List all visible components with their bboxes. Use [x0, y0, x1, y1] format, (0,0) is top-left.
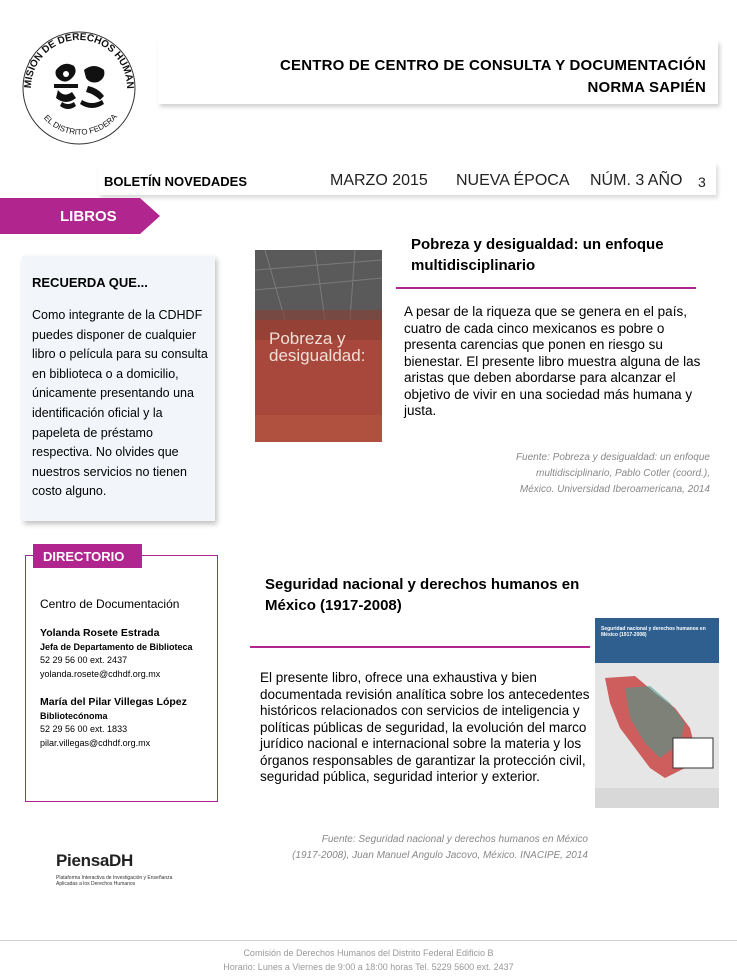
directorio-label: DIRECTORIO — [43, 549, 125, 564]
directorio-contact — [40, 627, 215, 681]
bulletin-number: NÚM. 3 AÑO — [590, 172, 683, 189]
source-line: Fuente: Seguridad nacional y derechos humanos en México — [321, 834, 588, 845]
bulletin-year-number: 3 — [698, 174, 706, 190]
contact-role: Jefa de Departamento de Biblioteca — [40, 641, 193, 652]
header-title: CENTRO DE CENTRO DE CONSULTA Y DOCUMENTACIÓN — [279, 57, 706, 74]
bulletin-label: BOLETÍN NOVEDADES — [104, 174, 248, 189]
book-description: El presente libro, ofrece una exhaustiva y bien documentada revisión analítica sobre los antecedentes históricos relacionados con servicios de inteligencia y políticas públicas de seguridad, la evolución del marco jurídico nacional e internacional sobre la materia y los órganos responsables de garantizar la protección civil, seguridad pública, seguridad interior y exterior. — [260, 670, 590, 784]
book-cover-seguridad — [595, 618, 719, 808]
book-source — [470, 450, 710, 498]
svg-text:COMISIÓN DE DERECHOS HUMANOS: MISIÓN DE DERECHOS HUMAN — [22, 31, 136, 90]
directorio-intro: Centro de Documentación — [40, 597, 180, 611]
bulletin-bar — [98, 163, 716, 195]
contact-name: María del Pilar Villegas López — [40, 696, 187, 708]
cdhdf-logo — [14, 20, 144, 150]
divider — [396, 287, 696, 289]
source-line: multidisciplinario, Pablo Cotler (coord.), — [536, 468, 710, 479]
piensadh-subtitle: Plataforma Interactiva de Investigación y Enseñanza Aplicadas a los Derechos Humanos — [56, 875, 173, 887]
bulletin-month: MARZO 2015 — [330, 172, 428, 189]
book-source — [255, 832, 588, 864]
book-title: Seguridad nacional y derechos humanos en México (1917-2008) — [265, 576, 580, 614]
source-line: (1917-2008), Juan Manuel Angulo Jacovo, México. INACIPE, 2014 — [292, 850, 588, 861]
libros-label: LIBROS — [60, 208, 117, 225]
directorio-tab — [33, 544, 142, 568]
source-line: México. Universidad Iberoamericana, 2014 — [519, 484, 710, 495]
book-cover-pobreza — [255, 250, 382, 442]
book-description: A pesar de la riqueza que se genera en el país, cuatro de cada cinco mexicanos es pobre o presenta carencias que ponen en riesgo su bienestar. El presente libro muestra alguna de las aristas que deben abordarse para alcanzar el objetivo de vivir en una sociedad más humana y justa. — [404, 304, 701, 418]
contact-email[interactable]: pilar.villegas@cdhdf.org.mx — [40, 737, 151, 748]
directorio-contact — [40, 696, 215, 750]
libros-section-banner — [0, 198, 160, 234]
book-title: Pobreza y desigualdad: un enfoque multidisciplinario — [411, 236, 664, 274]
contact-role: Bibliotecónoma — [40, 710, 108, 721]
contact-name: Yolanda Rosete Estrada — [40, 627, 160, 639]
piensadh-logo — [52, 845, 192, 895]
source-line: Fuente: Pobreza y desigualdad: un enfoque — [515, 452, 710, 463]
divider — [250, 646, 590, 648]
piensadh-name: PiensaDH — [56, 851, 133, 870]
header-subtitle: NORMA SAPIÉN — [587, 79, 706, 96]
footer-divider — [0, 940, 737, 941]
header-title-box — [158, 40, 718, 104]
svg-text:DEL DISTRITO FEDERAL: EL DISTRITO FEDERA — [42, 112, 119, 137]
recuerda-box — [22, 256, 215, 521]
contact-phone: 52 29 56 00 ext. 1833 — [40, 724, 128, 734]
bulletin-epoch: NUEVA ÉPOCA — [456, 172, 570, 189]
footer-address: Comisión de Derechos Humanos del Distrito Federal Edificio B — [243, 948, 494, 958]
recuerda-body: Como integrante de la CDHDF puedes disponer de cualquier libro o película para su consulta en biblioteca o a domicilio, únicamente presentando una identificación oficial y la papeleta de préstamo respectiva. No olvides que nuestros servicios no tienen costo alguno. — [32, 308, 208, 499]
contact-phone: 52 29 56 00 ext. 2437 — [40, 655, 128, 665]
contact-email[interactable]: yolanda.rosete@cdhdf.org.mx — [40, 668, 161, 679]
footer-hours: Horario: Lunes a Viernes de 9:00 a 18:00 horas Tel. 5229 5600 ext. 2437 — [223, 962, 514, 972]
recuerda-title: RECUERDA QUE... — [32, 275, 148, 290]
book-cover-title: Pobreza y desigualdad: — [269, 329, 366, 365]
book-cover-title: Seguridad nacional y derechos humanos en México (1917-2008) — [601, 626, 706, 638]
